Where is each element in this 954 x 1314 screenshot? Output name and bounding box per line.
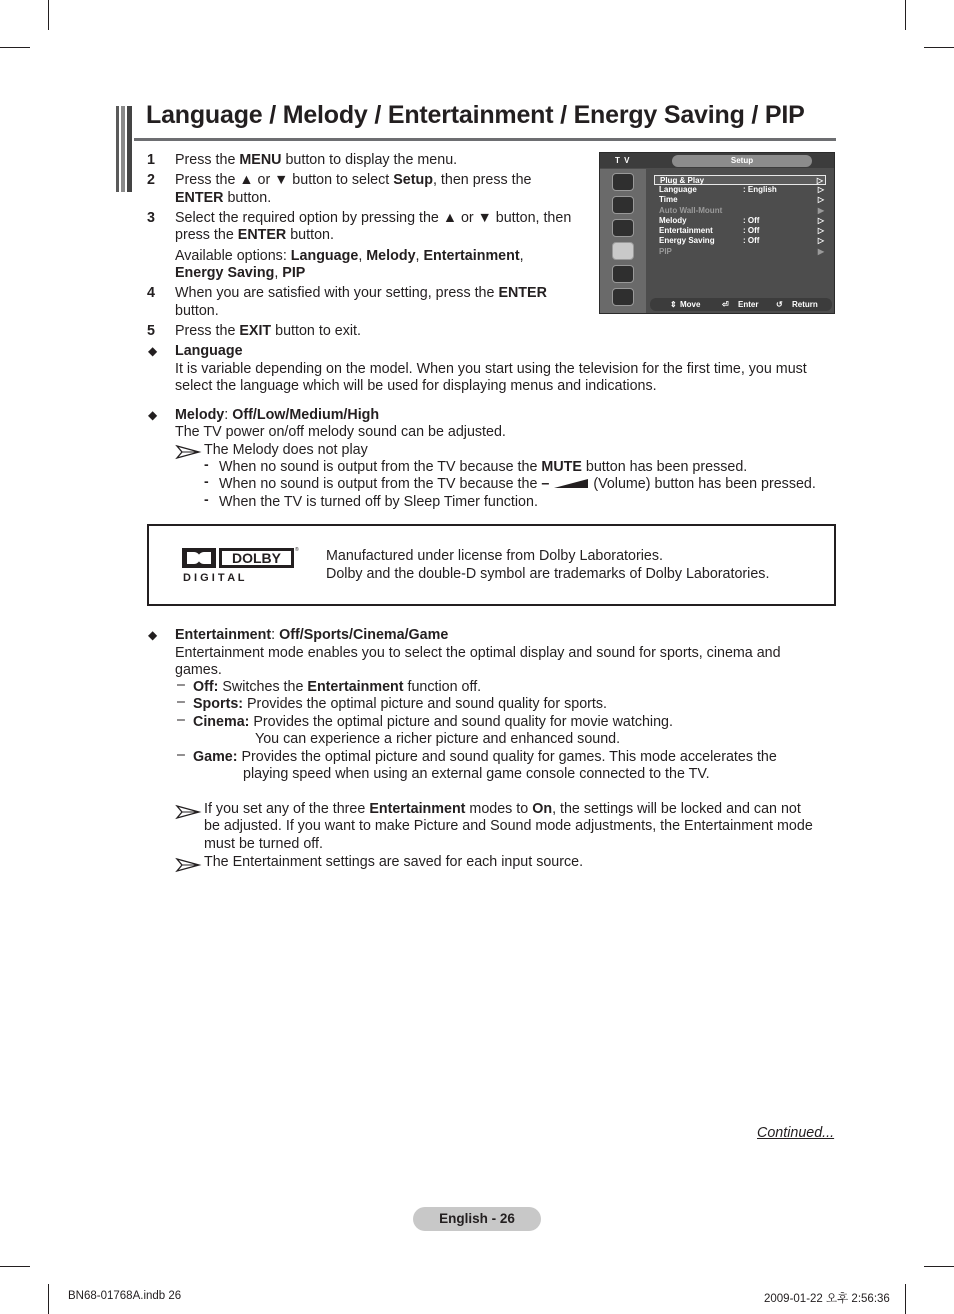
step-number: 2 (147, 172, 155, 188)
entertainment-note-1-line2: be adjusted. If you want to make Picture and Sound mode adjustments, the Entertainment mode (204, 818, 813, 834)
enter-icon: ⏎ (722, 300, 729, 309)
tv-menu-title: Setup (672, 155, 812, 167)
melody-heading: Melody: Off/Low/Medium/High (175, 407, 380, 423)
setup-gear-icon (612, 242, 634, 260)
svg-text:®: ® (295, 547, 299, 553)
dash-marker: – (177, 747, 185, 763)
move-icon: ⇕ (670, 300, 677, 309)
bullet-diamond-icon: ◆ (148, 344, 158, 358)
step-3-text: Select the required option by pressing the ▲ or ▼ button, then (175, 210, 572, 226)
step-1-text: Press the MENU button to display the menu. (175, 152, 458, 168)
melody-text: The TV power on/off melody sound can be adjusted. (175, 424, 506, 440)
note-arrow-icon (176, 858, 200, 872)
entertainment-text: Entertainment mode enables you to select the optimal display and sound for sports, cinema and (175, 645, 781, 661)
channel-icon (612, 219, 634, 237)
picture-icon (612, 173, 634, 191)
svg-text:D I G I T A L: D I G I T A L (183, 572, 245, 584)
tv-menu-row: Time ▷ (659, 195, 824, 204)
melody-note: The Melody does not play (204, 442, 368, 458)
dash-marker: – (177, 694, 185, 710)
entertainment-note-2: The Entertainment settings are saved for each input source. (204, 854, 584, 870)
crop-mark (924, 1266, 954, 1267)
tv-menu-row: Auto Wall-Mount ▶ (659, 206, 824, 215)
crop-mark (0, 1266, 30, 1267)
entertainment-off: Off: Switches the Entertainment function off. (193, 679, 482, 695)
step-number: 1 (147, 152, 155, 168)
step-2-text-line2: ENTER button. (175, 190, 272, 206)
input-icon (612, 265, 634, 283)
tv-menu-footer (650, 298, 832, 311)
dash-marker: - (204, 456, 209, 472)
entertainment-cinema-line2: You can experience a richer picture and enhanced sound. (255, 731, 621, 747)
available-options: Available options: Language, Melody, Entertainment, (175, 248, 524, 264)
tv-source-label: T V (615, 156, 631, 165)
return-label: Return (792, 300, 818, 309)
dash-marker: - (204, 491, 209, 507)
dolby-digital-logo (182, 546, 298, 584)
sound-icon (612, 196, 634, 214)
tv-menu-row: Plug & Play ▷ (654, 175, 826, 185)
available-options-line2: Energy Saving, PIP (175, 265, 306, 281)
tv-menu-header (600, 153, 834, 168)
move-label: Move (680, 300, 701, 309)
digital-menu-icon (612, 288, 634, 306)
tv-menu-row: Melody : Off ▷ (659, 216, 824, 225)
step-2-text: Press the ▲ or ▼ button to select Setup, then press the (175, 172, 532, 188)
melody-bullet-3: When the TV is turned off by Sleep Timer function. (219, 494, 538, 510)
step-number: 5 (147, 323, 155, 339)
crop-mark (48, 0, 49, 30)
dolby-text-line2: Dolby and the double-D symbol are trademarks of Dolby Laboratories. (326, 566, 770, 582)
page-title: Language / Melody / Entertainment / Energy Saving / PIP (146, 101, 805, 129)
crop-mark (905, 1284, 906, 1314)
step-5-text: Press the EXIT button to exit. (175, 323, 361, 339)
entertainment-text-line2: games. (175, 662, 222, 678)
melody-bullet-1: When no sound is output from the TV because the MUTE button has been pressed. (219, 459, 748, 475)
print-footer-file: BN68-01768A.indb 26 (68, 1290, 182, 1302)
volume-wedge-icon (553, 478, 589, 489)
entertainment-game-line2: playing speed when using an external game console connected to the TV. (243, 766, 710, 782)
step-4-text: When you are satisfied with your setting, press the ENTER (175, 285, 547, 301)
entertainment-note-1: If you set any of the three Entertainment modes to On, the settings will be locked and can not (204, 801, 801, 817)
tv-setup-menu (599, 152, 835, 314)
language-text: It is variable depending on the model. When you start using the television for the first time, you must (175, 361, 807, 377)
tv-menu-row: Language : English ▷ (659, 185, 824, 194)
language-text-line2: select the language which will be used for displaying menus and indications. (175, 378, 657, 394)
entertainment-sports: Sports: Provides the optimal picture and sound quality for sports. (193, 696, 608, 712)
continued-label: Continued... (757, 1125, 835, 1141)
svg-text:DOLBY: DOLBY (232, 550, 281, 566)
dash-marker: – (177, 712, 185, 728)
language-heading: Language (175, 343, 243, 359)
crop-mark (48, 1284, 49, 1314)
dash-marker: – (177, 677, 185, 693)
print-footer-timestamp: 2009-01-22 오후 2:56:36 (764, 1293, 890, 1305)
bullet-diamond-icon: ◆ (148, 408, 158, 422)
step-4-text-line2: button. (175, 303, 219, 319)
entertainment-heading: Entertainment: Off/Sports/Cinema/Game (175, 627, 449, 643)
step-3-text-line2: press the ENTER button. (175, 227, 334, 243)
bullet-diamond-icon: ◆ (148, 628, 158, 642)
dash-marker: - (204, 473, 209, 489)
note-arrow-icon (176, 445, 200, 459)
title-underline (134, 138, 836, 141)
page-number-badge: English - 26 (413, 1207, 541, 1231)
entertainment-note-1-line3: must be turned off. (204, 836, 323, 852)
crop-mark (0, 47, 30, 48)
tv-menu-row: Entertainment : Off ▷ (659, 226, 824, 235)
note-arrow-icon (176, 805, 200, 819)
dolby-text-line1: Manufactured under license from Dolby Laboratories. (326, 548, 663, 564)
enter-label: Enter (738, 300, 759, 309)
step-number: 4 (147, 285, 155, 301)
step-number: 3 (147, 210, 155, 226)
melody-bullet-2: When no sound is output from the TV because the – (Volume) button has been pressed. (219, 476, 816, 492)
return-icon: ↺ (776, 300, 783, 309)
entertainment-cinema: Cinema: Provides the optimal picture and sound quality for movie watching. (193, 714, 673, 730)
crop-mark (924, 47, 954, 48)
crop-mark (905, 0, 906, 30)
title-decor-bar (116, 106, 132, 192)
tv-menu-row: PIP ▶ (659, 247, 824, 256)
entertainment-game: Game: Provides the optimal picture and sound quality for games. This mode accelerates the (193, 749, 777, 765)
tv-menu-row: Energy Saving : Off ▷ (659, 236, 824, 245)
tv-menu-sidebar (600, 169, 646, 313)
